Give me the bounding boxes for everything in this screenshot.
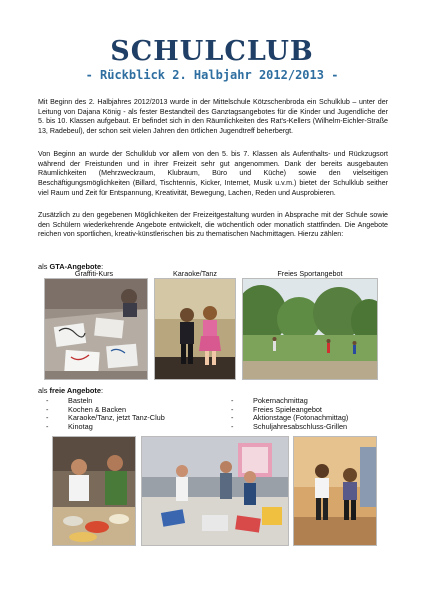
cooking-photo: [52, 436, 136, 546]
list-item-text: Aktionstage (Fotonachmittag): [253, 413, 349, 423]
cooking-image: [53, 437, 136, 546]
list-item-text: Freies Spieleangebot: [253, 404, 322, 414]
graffiti-workshop-photo: [44, 278, 148, 380]
karaoke-dance-photo: [154, 278, 236, 380]
offers-paragraph: Zusätzlich zu den gegebenen Möglichkeiten der Freizeitgestaltung wurden in Absprache mit der Schule sowie den Schülern wiederkehrende Angebote entwickelt, die wöchentlich oder monatlich stattfinden. Die Angebote reichen von sportlichen, kreativ-künstlerischen bis zu thematischen Nachmittagen. Hierzu zählen:: [38, 211, 388, 239]
list-item-text: Karaoke/Tanz, jetzt Tanz-Club: [68, 413, 165, 423]
gta-label: GTA-Angebote: [49, 262, 102, 271]
list-dash: -: [231, 413, 234, 423]
list-item-text: Kinotag: [68, 421, 93, 431]
list-item-text: Basteln: [68, 396, 93, 405]
free-offers-heading: [38, 386, 103, 395]
dancing-girls-photo: [293, 436, 377, 546]
list-item-text: Pokernachmittag: [253, 396, 308, 405]
list-dash: -: [231, 404, 234, 414]
free-offers-list-right: [231, 397, 348, 431]
gta-prefix: als: [38, 262, 50, 271]
intro-paragraph: Mit Beginn des 2. Halbjahres 2012/2013 wurde in der Mittelschule Kötzschenbroda ein Schulklub – unter der Leitung von Dajana König - als fester Bestandteil des Ganztagsangebotes für die Kinder und Jugendliche der 5. bis 10. Klassen aufgebaut. Er befindet sich in den Räumlichkeiten des Rat's-Kellers (Wilhelm-Eichler-Straße 13, Radebeul), der schon seit vielen Jahren den örtlichen Jugendtreff beherbergt.: [38, 98, 388, 136]
craft-room-image: [142, 437, 289, 546]
sports-field-image: [243, 279, 378, 380]
page-title: SCHULCLUB: [110, 36, 314, 67]
list-dash: -: [46, 413, 49, 423]
list-item: [46, 414, 165, 423]
free-prefix: als: [38, 386, 50, 395]
list-item-text: Kochen & Backen: [68, 404, 127, 414]
graffiti-workshop-image: [45, 279, 148, 380]
free-offers-list-left: [46, 397, 165, 431]
free-suffix: :: [100, 386, 104, 395]
list-item-text: Schuljahresabschluss-Grillen: [253, 421, 348, 431]
list-dash: -: [231, 421, 234, 431]
free-label: freie Angebote: [49, 386, 101, 395]
sports-field-photo: [242, 278, 378, 380]
list-item: [231, 423, 348, 432]
list-dash: -: [46, 421, 49, 431]
usage-paragraph: Von Beginn an wurde der Schulklub vor allem von den 5. bis 7. Klassen als Aufenthalts- und Rückzugsort während der Freistunden und in ihrer Freizeit sehr gut angenommen. Dank der bereits ausgebauten Räumlichkeiten (Mehrzweckraum, Klubraum, Büro und Küche) sowie den vielseitigen Beschäftigungsmöglichkeiten (Billard, Tischtennis, Kicker, Internet, Musik u.v.m.) bietet der Schulklub seither viel Raum und Zeit für Entspannung, Kreativität, Bewegung, Lachen, Reden und Ausprobieren.: [38, 150, 388, 197]
caption-karaoke: Karaoke/Tanz: [173, 269, 217, 278]
list-item: [46, 423, 165, 432]
list-dash: -: [46, 404, 49, 414]
karaoke-dance-image: [155, 279, 236, 380]
craft-room-photo: [141, 436, 289, 546]
caption-graffiti: Graffiti-Kurs: [74, 269, 114, 278]
gta-suffix: :: [101, 262, 104, 271]
dancing-girls-image: [294, 437, 377, 546]
list-dash: -: [231, 396, 234, 405]
page-subtitle: - Rückblick 2. Halbjahr 2012/2013 -: [85, 68, 339, 82]
caption-sport: Freies Sportangebot: [277, 269, 343, 278]
list-dash: -: [46, 396, 49, 405]
